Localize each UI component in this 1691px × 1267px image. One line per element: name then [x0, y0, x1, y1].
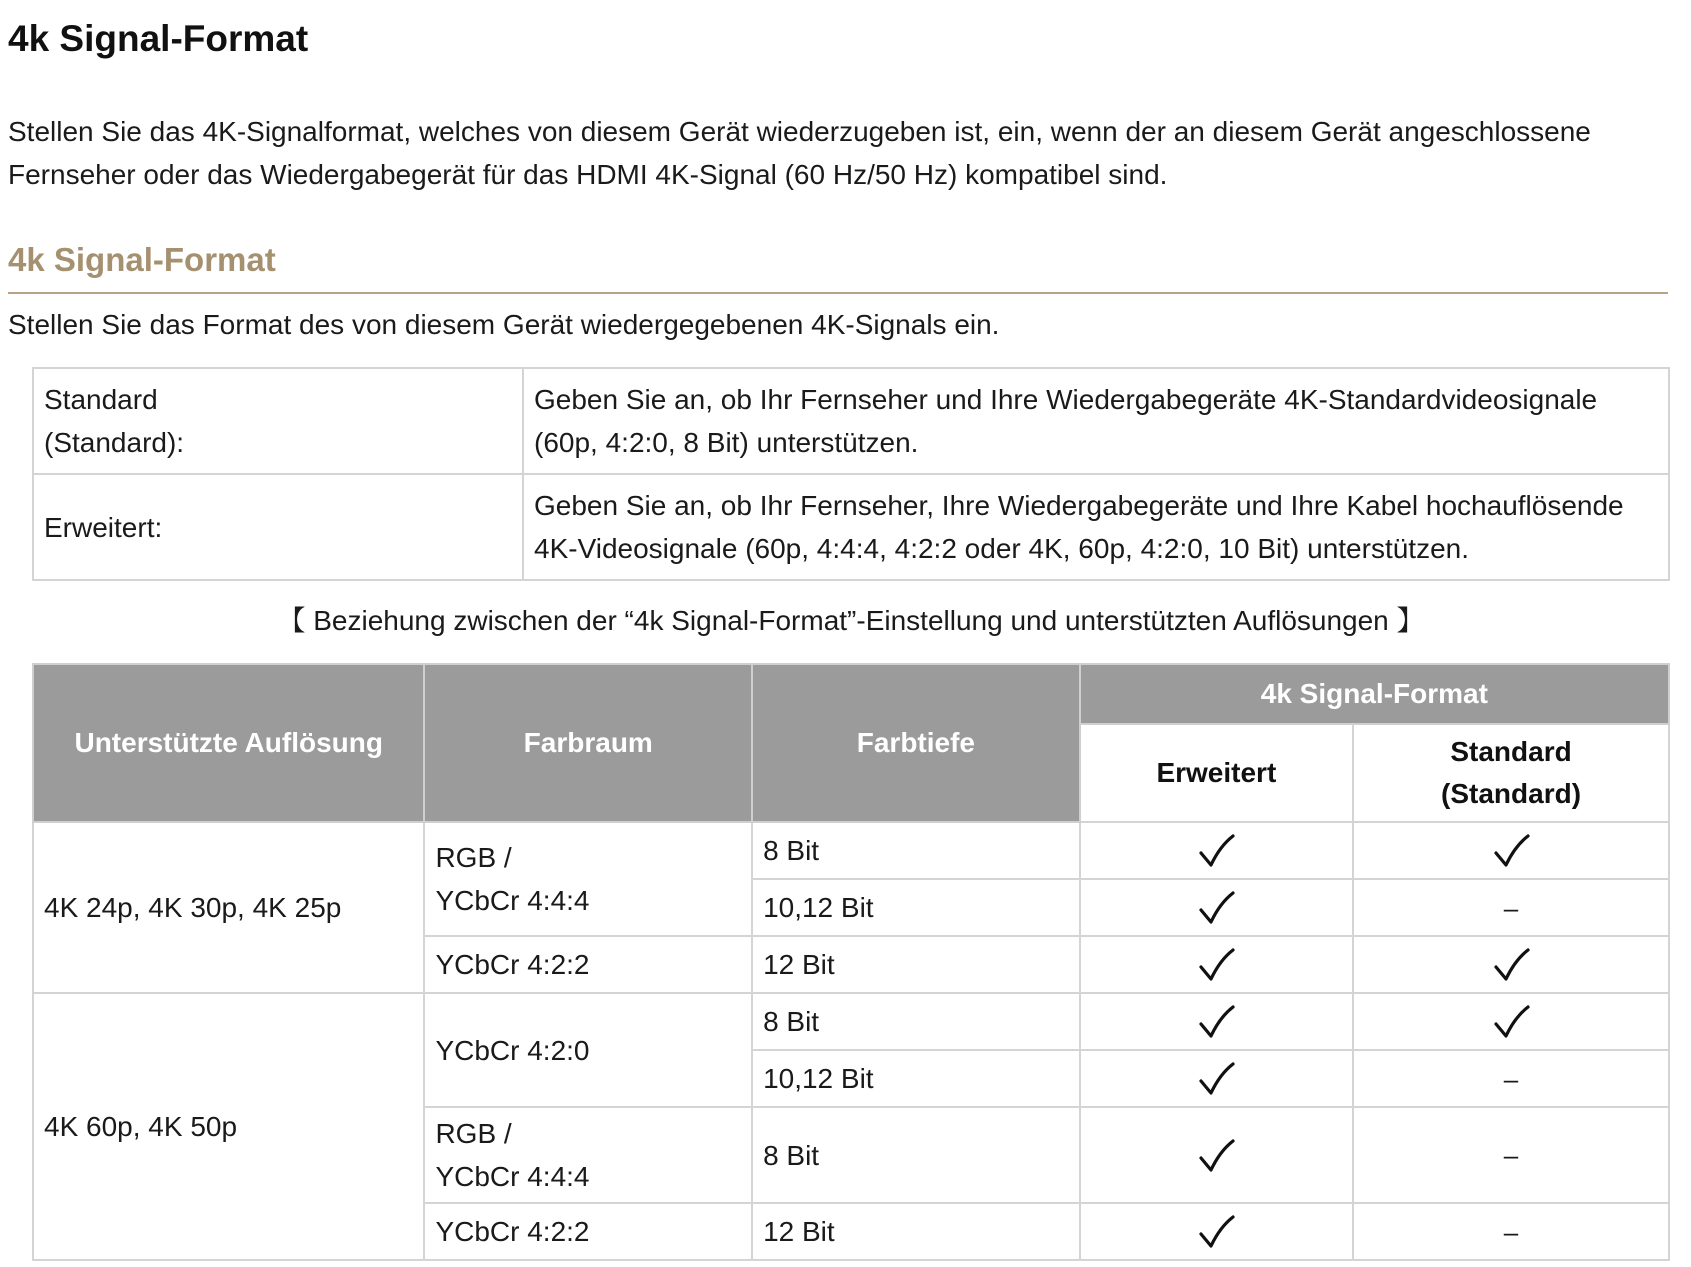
checkmark-icon — [1491, 946, 1531, 986]
standard-mark — [1353, 822, 1669, 879]
option-row — [33, 368, 1669, 474]
color-depth-cell: 8 Bit — [752, 993, 1080, 1050]
standard-mark — [1353, 1050, 1669, 1107]
color-space-cell: YCbCr 4:2:2 — [424, 1203, 752, 1260]
header-color-space: Farbraum — [424, 664, 752, 822]
resolution-cell: 4K 24p, 4K 30p, 4K 25p — [33, 822, 424, 993]
header-signal-format: 4k Signal-Format — [1080, 664, 1669, 724]
resolution-matrix — [32, 663, 1670, 1261]
color-space-cell: YCbCr 4:2:0 — [424, 993, 752, 1107]
standard-mark — [1353, 879, 1669, 936]
extended-mark — [1080, 822, 1353, 879]
page-title: 4k Signal-Format — [8, 18, 309, 59]
extended-mark — [1080, 1107, 1353, 1203]
color-space-cell: RGB / YCbCr 4:4:4 — [424, 1107, 752, 1203]
standard-mark — [1353, 1203, 1669, 1260]
header-extended: Erweitert — [1080, 724, 1353, 822]
color-depth-cell: 12 Bit — [752, 1203, 1080, 1260]
checkmark-icon — [1196, 889, 1236, 929]
checkmark-icon — [1491, 1003, 1531, 1043]
option-description: Geben Sie an, ob Ihr Fernseher und Ihre Wiedergabegeräte 4K-Standardvideosignale (60p, 4:2:0, 8 Bit) unterstützen. — [523, 368, 1669, 474]
options-table — [32, 367, 1670, 581]
page — [8, 0, 1668, 1261]
color-depth-cell: 10,12 Bit — [752, 879, 1080, 936]
header-standard: Standard (Standard) — [1353, 724, 1669, 822]
extended-mark — [1080, 1203, 1353, 1260]
intro-text: Stellen Sie das 4K-Signalformat, welches von diesem Gerät wiederzugeben ist, ein, wenn der an diesem Gerät angeschlossene Fernseher oder das Wiedergabegerät für das HDMI 4K-Signal (60 Hz/50 Hz) kompatibel sind. — [8, 116, 1591, 190]
checkmark-icon — [1196, 946, 1236, 986]
color-depth-cell: 10,12 Bit — [752, 1050, 1080, 1107]
color-depth-cell: 8 Bit — [752, 822, 1080, 879]
checkmark-icon — [1196, 1137, 1236, 1177]
checkmark-icon — [1196, 1060, 1236, 1100]
section-description: Stellen Sie das Format des von diesem Gerät wiedergegebenen 4K-Signals ein. — [8, 309, 1000, 340]
option-name: Erweitert: — [33, 474, 523, 580]
not-supported-dash: – — [1503, 1063, 1519, 1094]
extended-mark — [1080, 936, 1353, 993]
standard-mark — [1353, 1107, 1669, 1203]
section-heading: 4k Signal-Format — [8, 238, 1668, 294]
color-space-cell: YCbCr 4:2:2 — [424, 936, 752, 993]
resolution-cell: 4K 60p, 4K 50p — [33, 993, 424, 1260]
extended-mark — [1080, 1050, 1353, 1107]
not-supported-dash: – — [1503, 892, 1519, 923]
standard-mark — [1353, 993, 1669, 1050]
checkmark-icon — [1196, 1003, 1236, 1043]
not-supported-dash: – — [1503, 1140, 1519, 1170]
extended-mark — [1080, 993, 1353, 1050]
standard-mark — [1353, 936, 1669, 993]
checkmark-icon — [1196, 1213, 1236, 1253]
color-depth-cell: 12 Bit — [752, 936, 1080, 993]
option-description: Geben Sie an, ob Ihr Fernseher, Ihre Wiedergabegeräte und Ihre Kabel hochauflösende 4K-Videosignale (60p, 4:4:4, 4:2:2 oder 4K, 60p, 4:2:0, 10 Bit) unterstützen. — [523, 474, 1669, 580]
checkmark-icon — [1491, 832, 1531, 872]
option-row — [33, 474, 1669, 580]
header-color-depth: Farbtiefe — [752, 664, 1080, 822]
extended-mark — [1080, 879, 1353, 936]
checkmark-icon — [1196, 832, 1236, 872]
not-supported-dash: – — [1503, 1216, 1519, 1247]
header-resolution: Unterstützte Auflösung — [33, 664, 424, 822]
color-depth-cell: 8 Bit — [752, 1107, 1080, 1203]
option-name: Standard (Standard): — [33, 368, 523, 474]
color-space-cell: RGB / YCbCr 4:4:4 — [424, 822, 752, 936]
table-caption: 【 Beziehung zwischen der “4k Signal-Format”-Einstellung und unterstützten Auflösungen 】 — [277, 605, 1425, 636]
